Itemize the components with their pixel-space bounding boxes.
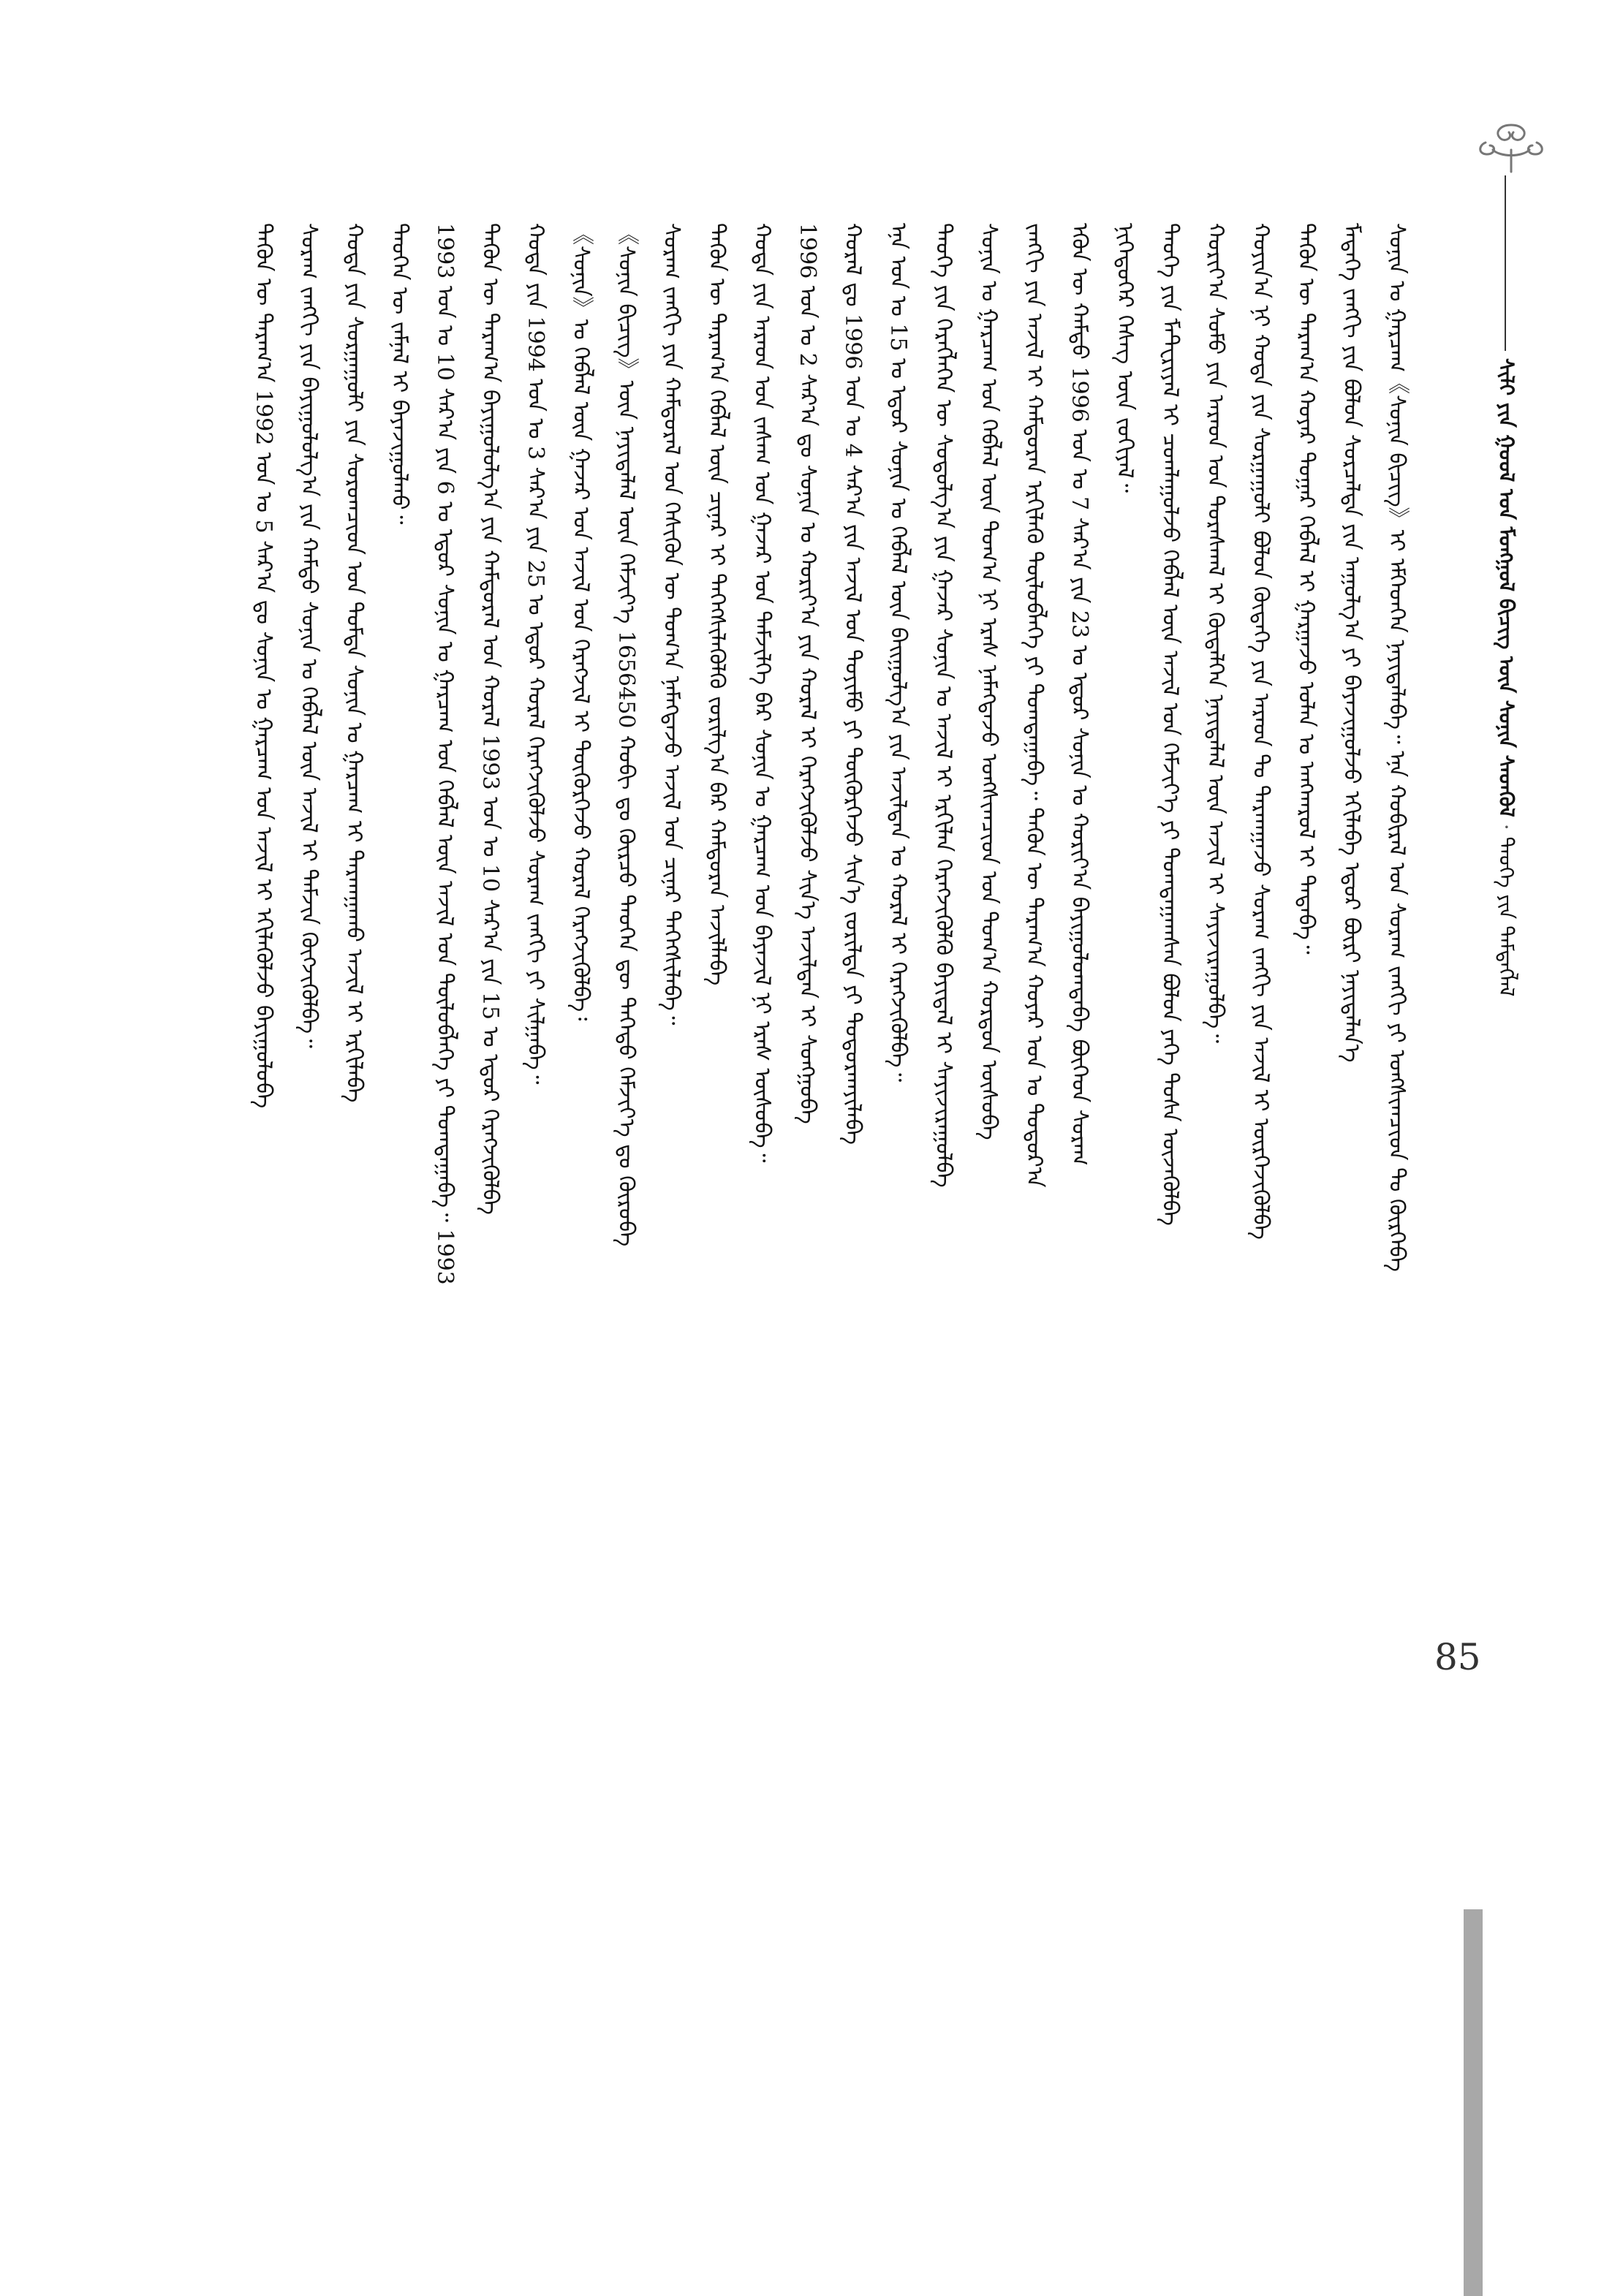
- text-column: ᠲᠡᠭᠦᠨ ᠦ ᠳᠠᠷᠠᠭ᠎ᠠ ᠬᠣᠶᠠᠷ ᠳᠤᠭᠠᠷ ᠬᠡᠪᠯᠡᠯ ᠢ ᠭᠠᠷᠭᠠᠵᠤ ᠣᠯᠠᠨ ᠤ ᠠᠩᠬᠠᠷᠤᠯ ᠢ ᠲᠠᠲᠠᠪᠠ᠃: [1293, 223, 1319, 955]
- running-header: [1491, 175, 1521, 1813]
- header-subtitle: ᠲᠡᠦᠬᠡ ᠶᠢᠨ ᠲᠡᠮᠳᠡᠭᠯᠡᠯ: [1494, 836, 1518, 997]
- text-column: ᠲᠡᠦᠬᠡ ᠶᠢᠨ ᠬᠡᠷᠡᠭᠯᠡᠭᠡᠨ ᠦ ᠰᠤᠳᠤᠯᠭ᠎ᠠ ᠶᠢᠨ ᠭᠠᠵᠠᠷ ᠰᠣᠨᠢᠨ ᠤ ᠠᠵᠢᠯ ᠢ ᠡᠷᠬᠢᠯᠡᠨ ᠬᠡᠷᠡᠭᠵᠢᠭᠦᠯᠬᠦ ᠪᠠᠶᠢᠳᠠᠯ ᠢ ᠰᠠᠶᠢᠵᠢᠷᠠᠭᠤᠯᠪᠠ: [931, 223, 956, 1188]
- text-column: ᠡᠨᠡ ᠣᠨ ᠤ 15 ᠤ ᠡᠳᠦᠷ ᠰᠣᠨᠢᠨ ᠤ ᠬᠡᠪᠯᠡᠯ ᠦᠨ ᠪᠠᠢ᠌ᠭᠤᠯᠭ᠎ᠠ ᠶᠢᠨ ᠠᠵᠢᠯᠲᠠᠨ ᠤ ᠬᠤᠷᠠᠯ ᠢ ᠬᠡᠷᠡᠭᠵᠢᠭᠦᠯᠪᠡ᠃: [885, 223, 911, 1083]
- text-column: ᠲᠡᠦᠬᠡᠨ ᠦ ᠵᠠᠮᠨᠠᠯ ᠢ ᠪᠠᠶᠠᠵᠢᠭᠤᠯᠬᠤ᠃: [387, 223, 412, 525]
- text-column: 《ᠰᠣᠨᠢᠨ》ᠤ ᠬᠡᠪᠯᠡᠯ ᠦᠨ ᠭᠠᠵᠠᠷ ᠤᠨ ᠠᠵᠢᠯ ᠤᠨ ᠬᠡᠷᠡᠭᠵᠢᠯ ᠢ ᠳᠦᠭᠦᠷᠭᠡᠵᠦ ᠬᠤᠷᠠᠯ ᠬᠡᠷᠡᠭᠵᠢᠭᠦᠯᠪᠡ᠄: [568, 223, 594, 1021]
- text-column: ᠲᠡᠭᠦᠨ ᠦ ᠳᠠᠷᠠᠭ᠎ᠠ ᠬᠡᠪᠯᠡᠯ ᠦᠨ ᠴᠢᠨᠠᠷ ᠢ ᠳᠡᠭᠡᠭᠰᠢᠯᠡᠭᠦᠯᠬᠦ ᠵᠣᠷᠢᠯᠭ᠎ᠠ ᠪᠠᠷ ᠬᠠᠮᠲᠤᠷᠠᠨ ᠠᠵᠢᠯᠯᠠᠪᠠ: [704, 223, 730, 986]
- header-rule: [1505, 175, 1506, 351]
- text-column: ᠰᠣᠨᠢᠨ ᠤ ᠭᠠᠷᠴᠠᠭ ᠤᠨ ᠬᠡᠪᠯᠡᠯ ᠦᠨ ᠲᠣᠭ᠎ᠠ ᠨᠢ ᠡᠷᠡᠰ ᠨᠡᠮᠡᠭᠳᠡᠵᠦ ᠤᠩᠰᠢᠭᠴᠢᠳ ᠤᠨ ᠲᠣᠭ᠎ᠠ ᠬᠤᠷᠳᠤᠨ ᠥᠰᠦᠪᠡ: [976, 223, 1002, 1140]
- text-column: ᠬᠣᠲᠠ ᠶᠢᠨ 1994 ᠣᠨ ᠤ 3 ᠰᠠᠷ᠎ᠠ ᠶᠢᠨ 25 ᠤ ᠡᠳᠦᠷ ᠬᠤᠷᠠᠯ ᠬᠡᠷᠡᠭᠵᠢᠭᠦᠯᠵᠦ ᠰᠤᠷᠠᠭ ᠵᠠᠩᠭᠢ ᠶᠢ ᠰᠢᠯᠭᠠᠪᠠ᠃: [523, 223, 548, 1085]
- text-column: ᠲᠡᠭᠦᠨ ᠦ ᠳᠠᠷᠠᠭ᠎ᠠ 1992 ᠣᠨ ᠤ 5 ᠰᠠᠷ᠎ᠠ ᠳᠤ ᠰᠣᠨᠢᠨ ᠤ ᠭᠠᠷᠴᠠᠭ ᠤᠨ ᠠᠵᠢᠯ ᠢ ᠡᠬᠢᠯᠡᠭᠦᠯᠵᠦ ᠪᠠᠶᠢᠭᠤᠯᠤᠪᠠ: [251, 223, 276, 1109]
- text-column: ᠵᠠᠩᠭᠢ ᠶᠢᠨ ᠠᠵᠢᠯ ᠢ ᠬᠠᠮᠲᠤᠷᠠᠨ ᠡᠷᠬᠢᠯᠡᠬᠦ ᠲᠥᠯᠥᠪᠯᠡᠭᠡ ᠶᠢ ᠲᠣᠭᠲᠠᠭᠠᠪᠠ᠃ ᠲᠡᠭᠦᠨ ᠦ ᠳᠠᠷᠠᠭ᠎ᠠ ᠬᠣᠶᠠᠷ ᠣᠨ ᠤ ᠳᠣᠲᠤᠷ᠎ᠠ: [1021, 223, 1047, 1188]
- text-column: ᠰᠤᠷᠠᠭ ᠵᠠᠩᠭᠢ ᠶᠢᠨ ᠬᠠᠮᠲᠤᠷᠠᠯ ᠤᠨ ᠭᠡᠰᠢᠭᠦᠨ ᠦ ᠲᠣᠭ᠎ᠠ ᠨᠡᠮᠡᠭᠳᠡᠵᠦ ᠠᠵᠢᠯ ᠤᠨ ᠴᠢᠨᠠᠷ ᠳᠡᠭᠡᠭᠰᠢᠯᠡᠪᠡ᠃: [659, 223, 684, 1026]
- text-column: ᠬᠣᠲᠠ ᠶᠢᠨ ᠰᠤᠷᠭᠠᠭᠤᠯᠢ ᠶᠢᠨ ᠰᠤᠷᠤᠭᠴᠢᠳ ᠤᠨ ᠳᠤᠮᠳᠠ ᠰᠣᠨᠢᠨ ᠤ ᠭᠠᠷᠴᠠᠭ ᠢ ᠲᠠᠷᠬᠠᠭᠠᠬᠤ ᠠᠵᠢᠯ ᠢ ᠡᠷᠬᠢᠯᠡᠪᠡ: [341, 223, 367, 1103]
- text-column: 1993 ᠣᠨ ᠤ 10 ᠰᠠᠷ᠎ᠠ ᠶᠢᠨ 6 ᠤ ᠡᠳᠦᠷ ᠰᠣᠨᠢᠨ ᠤ ᠭᠠᠷᠴᠠᠭ ᠤᠨ ᠬᠡᠪᠯᠡᠯ ᠦᠨ ᠠᠵᠢᠯ ᠤᠨ ᠲᠥᠯᠥᠪᠯᠡᠭᠡ ᠶᠢ ᠲᠣᠭᠲᠠᠭᠠᠪᠠ᠃ 1993: [432, 223, 458, 1285]
- text-column: ᠨᠢᠭᠡᠳᠦᠭᠡᠷ ᠬᠡᠰᠡᠭ ᠦᠨ ᠵᠣᠬᠢᠶᠠᠯ᠃: [1112, 223, 1138, 493]
- text-column: ᠲᠡᠦᠬᠡ ᠶᠢᠨ ᠮᠠᠲ᠋ᠧᠷᠢᠶᠠᠯ ᠢ ᠴᠤᠭᠯᠠᠭᠤᠯᠵᠤ ᠬᠡᠪᠯᠡᠯ ᠦᠨ ᠠᠵᠢᠯ ᠤᠨ ᠬᠡᠮᠵᠢᠶ᠎ᠡ ᠶᠢ ᠲᠣᠭᠲᠠᠭᠠᠭᠰᠠᠨ ᠪᠣᠯᠤᠨ ᠶᠡᠬᠡ ᠲᠤᠰᠠ ᠦᠵᠡᠭᠦᠯᠪᠡ: [1157, 223, 1183, 1226]
- text-column: ᠬᠤᠷᠠᠯ ᠳᠤ 1996 ᠣᠨ ᠤ 4 ᠰᠠᠷ᠎ᠠ ᠶᠢᠨ ᠠᠵᠢᠯ ᠤᠨ ᠲᠣᠶᠢᠮᠣ ᠶᠢ ᠳᠦᠭᠦᠷᠭᠡᠵᠦ ᠱᠢᠨ᠎ᠡ ᠵᠣᠷᠢᠯᠲᠠ ᠶᠢ ᠲᠣᠳᠣᠷᠬᠠᠶᠢᠯᠠᠪᠠ: [840, 223, 866, 1145]
- text-column: 1996 ᠣᠨ ᠤ 2 ᠰᠠᠷ᠎ᠠ ᠳᠤ ᠰᠣᠨᠢᠨ ᠤ ᠬᠣᠷᠢᠶ᠎ᠠ ᠶᠢᠨ ᠬᠤᠷᠠᠯ ᠢ ᠬᠡᠷᠡᠭᠵᠢᠭᠦᠯᠵᠦ ᠰᠢᠨ᠎ᠡ ᠠᠵᠢᠯᠲᠠᠨ ᠢ ᠰᠣᠩᠭᠣᠪᠠ: [795, 223, 820, 1124]
- text-column: ᠬᠣᠶᠢᠨ᠎ᠠ ᠨᠢ ᠬᠣᠲᠠ ᠶᠢᠨ ᠰᠤᠷᠭᠠᠭᠤᠯᠢ ᠪᠣᠯᠤᠨ ᠬᠥᠳᠡᠭᠡ ᠶᠢᠨ ᠠᠷᠠᠳ ᠲᠤ ᠲᠠᠷᠬᠠᠭᠠᠵᠤ ᠰᠤᠷᠠᠭ ᠵᠠᠩᠭᠢ ᠶᠢᠨ ᠠᠵᠢᠯ ᠢ ᠥᠷᠭᠡᠵᠢᠭᠦᠯᠪᠡ: [1248, 223, 1274, 1240]
- main-body-text: [189, 223, 1417, 2167]
- text-column: ᠬᠣᠲᠠ ᠶᠢᠨ ᠠᠷᠠᠳ ᠤᠨ ᠵᠠᠰᠠᠭ ᠤᠨ ᠭᠠᠵᠠᠷ ᠤᠨ ᠳᠡᠮᠵᠢᠯᠭᠡ ᠪᠡᠷ ᠰᠣᠨᠢᠨ ᠤ ᠭᠠᠷᠴᠠᠭ ᠤᠨ ᠪᠠᠶᠠᠵᠢᠯ ᠨᠢ ᠡᠷᠡᠰ ᠥᠰᠦᠪᠡ᠃: [749, 223, 775, 1163]
- page-edge-tab: [1464, 1909, 1483, 2296]
- header-text: [1493, 358, 1519, 996]
- header-separator: ·: [1494, 823, 1518, 830]
- text-column: ᠲᠡᠭᠦᠨ ᠦ ᠳᠠᠷᠠᠭ᠎ᠠ ᠪᠠᠶᠢᠭᠤᠯᠤᠯᠭ᠎ᠠ ᠶᠢᠨ ᠬᠠᠮᠲᠤᠷᠠᠯ ᠤᠨ ᠬᠤᠷᠠᠯ 1993 ᠣᠨ ᠤ 10 ᠰᠠᠷ᠎ᠠ ᠶᠢᠨ 15 ᠤ ᠡᠳᠦᠷ ᠬᠡᠷᠡᠭᠵᠢᠭᠦᠯᠪᠡ: [477, 223, 503, 1215]
- text-column: ᠡᠭᠦᠨ ᠦ ᠬᠠᠮᠲᠤ 1996 ᠣᠨ ᠤ 7 ᠰᠠᠷ᠎ᠠ ᠶᠢᠨ 23 ᠤ ᠡᠳᠦᠷ ᠰᠣᠨᠢᠨ ᠤ ᠬᠣᠷᠢᠶ᠎ᠠ ᠪᠠᠶᠢᠭᠤᠯᠤᠭᠳᠠᠪᠠ ᠪᠥᠭᠡᠳ ᠰᠤᠷᠠᠭ: [1067, 223, 1092, 1166]
- page-number: 85: [1434, 1636, 1481, 1678]
- text-column: ᠰᠤᠷᠠᠭ ᠵᠠᠩᠭᠢ ᠶᠢᠨ ᠪᠠᠶᠢᠭᠤᠯᠤᠯᠭ᠎ᠠ ᠶᠢᠨ ᠬᠠᠮᠲᠤ ᠰᠣᠨᠢᠨ ᠤ ᠬᠡᠪᠯᠡᠯ ᠦᠨ ᠠᠵᠢᠯ ᠢ ᠳᠡᠮᠵᠢᠨ ᠬᠥᠭᠵᠢᠭᠦᠯᠪᠡ᠃: [296, 223, 322, 1048]
- text-column: ᠬᠣᠷᠢᠶ᠎ᠠ ᠰᠣᠮᠤ ᠶᠢᠨ ᠠᠷᠠᠳ ᠤᠨ ᠳᠤᠷᠠᠰᠬᠠᠯ ᠢ ᠬᠦᠳᠡᠯᠭᠡᠨ ᠨᠡᠶᠢᠲᠡᠯᠡᠯ ᠦᠨ ᠠᠵᠢᠯ ᠢ ᠰᠠᠶᠢᠵᠢᠷᠠᠭᠤᠯᠪᠠ᠃: [1203, 223, 1228, 1043]
- text-column: ᠮᠡᠳᠡᠭᠡ ᠵᠠᠩᠭᠢ ᠶᠢᠨ ᠪᠣᠯᠤᠨ ᠰᠤᠷᠴᠠᠯᠲᠠ ᠶᠢᠨ ᠠᠭᠤᠯᠭ᠎ᠠ ᠶᠢ ᠪᠠᠶᠠᠵᠢᠭᠤᠯᠵᠤ ᠡᠬᠢᠯᠡᠪᠡ ᠡᠳᠦᠷ ᠪᠦᠷᠢ ᠨᠡᠶᠢᠲᠡᠯᠡᠨ᠎ᠡ: [1339, 223, 1364, 1063]
- text-column: 《ᠰᠣᠨᠢᠨ ᠪᠢᠴᠢᠭ》ᠦᠨ ᠨᠡᠶᠢᠲᠡᠯᠡᠯ ᠦᠨ ᠬᠡᠮᠵᠢᠶ᠎ᠡ 1656450 ᠬᠤᠪᠢ ᠳᠤ ᠬᠦᠷᠴᠦ ᠲᠡᠦᠬᠡᠨ ᠳᠦ ᠳᠡᠭᠡᠳᠦ ᠬᠡᠮᠵᠢᠶ᠎ᠡ ᠳᠤ ᠬᠦᠷᠦᠪᠡ: [613, 223, 639, 1247]
- text-column: [202, 223, 234, 2167]
- decorative-ornament-icon: [1471, 121, 1551, 173]
- text-column: ᠰᠣᠨᠢᠨ ᠤ ᠭᠠᠷᠴᠠᠭ《ᠰᠣᠨᠢᠨ ᠪᠢᠴᠢᠭ》ᠢ ᠡᠮᠬᠡᠳᠬᠡᠨ ᠨᠡᠶᠢᠲᠡᠯᠡᠪᠡ᠃ ᠡᠨᠡ ᠬᠣᠪᠢᠷᠠᠯ ᠤᠨ ᠰᠤᠷᠠᠭ ᠵᠠᠩᠭᠢ ᠶᠢ ᠤᠩᠰᠢᠭᠴᠢᠳ ᠲᠤ ᠬᠦᠷᠭᠡᠪᠡ: [1384, 223, 1410, 1272]
- header-title: ᠰᠢᠯᠢ ᠶᠢᠨ ᠭᠣᠣᠯ ᠤᠨ ᠮᠣᠩᠭᠣᠯ ᠪᠢᠴᠢᠭ ᠦᠨ ᠰᠣᠨᠢᠨ ᠰᠡᠳᠬᠦᠯ: [1494, 358, 1518, 817]
